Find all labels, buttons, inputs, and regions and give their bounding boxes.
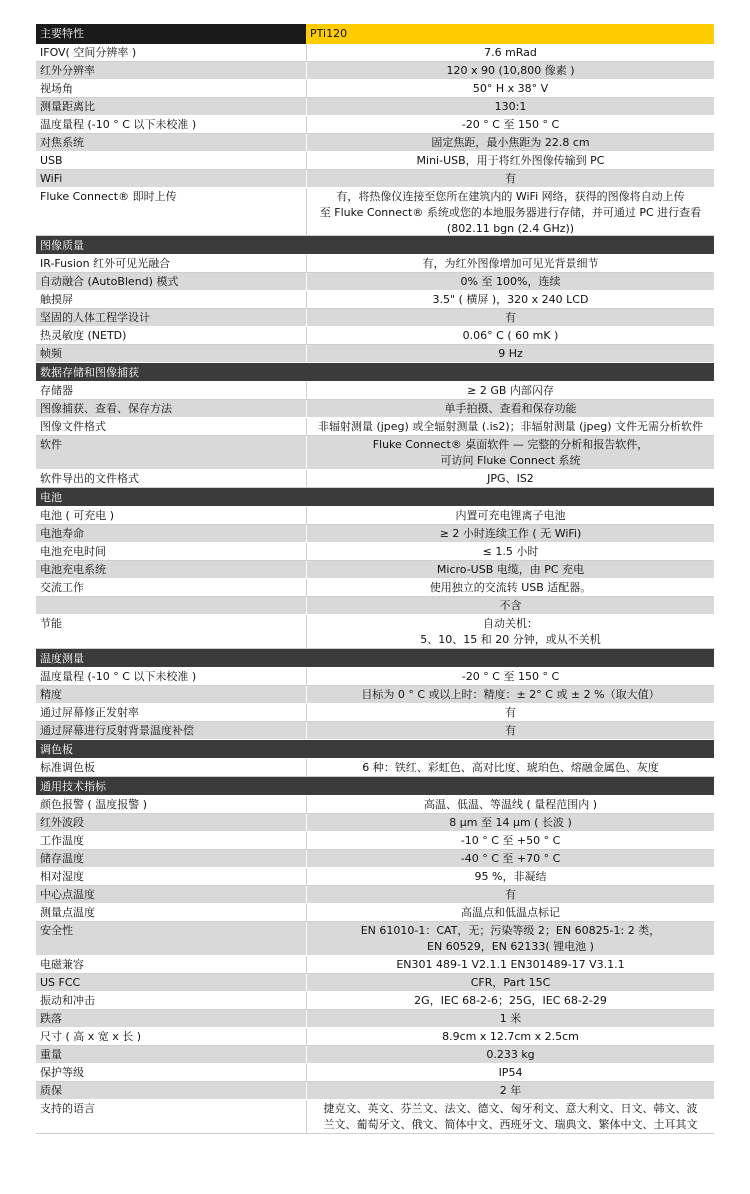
spec-value <box>306 309 714 326</box>
spec-row <box>36 832 714 850</box>
spec-value <box>306 868 714 885</box>
spec-value <box>306 291 714 308</box>
spec-row <box>36 400 714 418</box>
spec-value-line: Mini-USB，用于将红外图像传输到 PC <box>416 154 605 167</box>
spec-value <box>306 904 714 921</box>
spec-label: 支持的语言 <box>40 1102 95 1115</box>
spec-value-line: 50° H x 38° V <box>472 82 549 95</box>
spec-row <box>36 704 714 722</box>
spec-label: 颜色报警 ( 温度报警 ) <box>40 798 148 811</box>
spec-row <box>36 904 714 922</box>
spec-value <box>306 561 714 578</box>
spec-label: US FCC <box>40 976 81 989</box>
spec-row <box>36 327 714 345</box>
spec-label: IFOV( 空间分辨率 ) <box>40 46 137 59</box>
spec-value-line: 捷克文、英文、芬兰文、法文、德文、匈牙利文、意大利文、日文、韩文、波 <box>323 1102 698 1115</box>
spec-value <box>306 62 714 79</box>
spec-value-line: ≤ 1.5 小时 <box>482 545 539 558</box>
spec-value <box>306 1046 714 1063</box>
spec-label: 安全性 <box>40 924 73 937</box>
spec-row <box>36 850 714 868</box>
header-model: PTi120 <box>306 24 714 44</box>
spec-row <box>36 98 714 116</box>
spec-value-line: 内置可充电锂离子电池 <box>455 509 566 522</box>
spec-value-line: 有 <box>505 311 516 324</box>
spec-label: 图像捕获、查看、保存方法 <box>40 402 172 415</box>
spec-value-line: 非辐射测量 (jpeg) 或全辐射测量 (.is2)；非辐射测量 (jpeg) 文件无需分析软件 <box>317 420 704 433</box>
spec-value <box>306 327 714 344</box>
spec-value <box>306 273 714 290</box>
spec-label: 坚固的人体工程学设计 <box>40 311 150 324</box>
spec-label: 测量距离比 <box>40 100 95 113</box>
spec-label: 电池 ( 可充电 ) <box>40 509 115 522</box>
spec-label: 保护等级 <box>40 1066 84 1079</box>
spec-value-line: EN 61010-1：CAT，无；污染等级 2；EN 60825-1: 2 类， <box>360 924 661 937</box>
spec-value-line: 120 x 90 (10,800 像素 ) <box>446 64 575 77</box>
spec-value <box>306 80 714 97</box>
spec-row <box>36 922 714 956</box>
spec-label: 相对湿度 <box>40 870 84 883</box>
spec-label: 帧频 <box>40 347 62 360</box>
spec-row <box>36 309 714 327</box>
spec-label: 红外波段 <box>40 816 84 829</box>
spec-value <box>306 992 714 1009</box>
spec-value <box>306 615 714 648</box>
spec-value <box>306 1064 714 1081</box>
spec-value-line: 有 <box>505 706 516 719</box>
spec-label: 尺寸 ( 高 x 宽 x 长 ) <box>40 1030 142 1043</box>
spec-value <box>306 704 714 721</box>
spec-row <box>36 974 714 992</box>
spec-row <box>36 291 714 309</box>
spec-value-line: JPG、IS2 <box>487 472 534 485</box>
spec-value-line: 有，为红外图像增加可见光背景细节 <box>422 257 599 270</box>
spec-value <box>306 345 714 362</box>
spec-row <box>36 418 714 436</box>
spec-label: 电池充电系统 <box>40 563 106 576</box>
spec-label: 质保 <box>40 1084 62 1097</box>
spec-value-line: Fluke Connect® 桌面软件 — 完整的分析和报告软件， <box>372 438 649 451</box>
spec-row <box>36 470 714 488</box>
spec-value <box>306 134 714 151</box>
spec-value-line: 9 Hz <box>498 347 523 360</box>
spec-value-line: 8.9cm x 12.7cm x 2.5cm <box>442 1030 579 1043</box>
spec-value <box>306 507 714 524</box>
spec-value-line: Micro-USB 电缆，由 PC 充电 <box>436 563 585 576</box>
spec-row <box>36 759 714 777</box>
spec-value-line: 使用独立的交流转 USB 适配器。 <box>429 581 592 594</box>
spec-label: IR-Fusion 红外可见光融合 <box>40 257 171 270</box>
spec-value-line: 7.6 mRad <box>484 46 537 59</box>
spec-value <box>306 668 714 685</box>
spec-row <box>36 597 714 615</box>
spec-value <box>306 98 714 115</box>
spec-label: 温度量程 (-10 ° C 以下未校准 ) <box>40 118 197 131</box>
spec-header <box>36 24 714 44</box>
spec-label: 热灵敏度 (NETD) <box>40 329 127 342</box>
spec-row <box>36 255 714 273</box>
spec-value-line: 兰文、葡萄牙文、俄文、简体中文、西班牙文、瑞典文、繁体中文、土耳其文 <box>323 1118 698 1131</box>
spec-label: 交流工作 <box>40 581 84 594</box>
spec-value-line: 自动关机： <box>483 617 538 630</box>
spec-row <box>36 579 714 597</box>
section-heading: 图像质量 <box>36 236 714 255</box>
spec-row <box>36 956 714 974</box>
spec-label: 储存温度 <box>40 852 84 865</box>
spec-value <box>306 1082 714 1099</box>
spec-row <box>36 1028 714 1046</box>
spec-value <box>306 597 714 614</box>
spec-value-line: 有 <box>505 724 516 737</box>
spec-row <box>36 886 714 904</box>
spec-row <box>36 868 714 886</box>
spec-label: USB <box>40 154 63 167</box>
spec-value-line: ≥ 2 小时连续工作 ( 无 WiFi) <box>439 527 582 540</box>
spec-label: 自动融合 (AutoBlend) 模式 <box>40 275 179 288</box>
spec-value-line: 130:1 <box>494 100 527 113</box>
spec-value-line: 1 米 <box>499 1012 522 1025</box>
spec-value-line: 不含 <box>499 599 522 612</box>
spec-value <box>306 956 714 973</box>
spec-row <box>36 188 714 236</box>
spec-label: 中心点温度 <box>40 888 95 901</box>
spec-row <box>36 814 714 832</box>
spec-value <box>306 400 714 417</box>
spec-label: 电池寿命 <box>40 527 84 540</box>
spec-value-line: -20 ° C 至 150 ° C <box>461 118 560 131</box>
spec-value-line: 有，将热像仪连接至您所在建筑内的 WiFi 网络，获得的图像将自动上传 <box>336 190 685 203</box>
spec-value-line: 0.06° C ( 60 mK ) <box>462 329 559 342</box>
spec-row <box>36 152 714 170</box>
spec-row <box>36 668 714 686</box>
spec-value <box>306 152 714 169</box>
spec-row <box>36 170 714 188</box>
spec-value-line: 固定焦距，最小焦距为 22.8 cm <box>431 136 590 149</box>
spec-value-line: 3.5" ( 横屏 )，320 x 240 LCD <box>432 293 589 306</box>
spec-label: 视场角 <box>40 82 73 95</box>
spec-value <box>306 1010 714 1027</box>
spec-value-line: 高温、低温、等温线 ( 量程范围内 ) <box>423 798 598 811</box>
spec-row <box>36 992 714 1010</box>
spec-value-line: EN301 489-1 V2.1.1 EN301489-17 V3.1.1 <box>396 958 625 971</box>
spec-value-line: -40 ° C 至 +70 ° C <box>460 852 561 865</box>
spec-value <box>306 382 714 399</box>
spec-row <box>36 722 714 740</box>
spec-value <box>306 974 714 991</box>
spec-label: 电磁兼容 <box>40 958 84 971</box>
spec-row <box>36 44 714 62</box>
spec-value <box>306 255 714 272</box>
spec-row <box>36 507 714 525</box>
spec-label: 存储器 <box>40 384 73 397</box>
spec-value-line: 高温点和低温点标记 <box>461 906 560 919</box>
spec-label: 跌落 <box>40 1012 62 1025</box>
spec-value <box>306 886 714 903</box>
spec-row <box>36 1082 714 1100</box>
spec-label: 对焦系统 <box>40 136 84 149</box>
spec-value-line: 可访问 Fluke Connect 系统 <box>440 454 581 467</box>
spec-row <box>36 116 714 134</box>
spec-value-line: IP54 <box>498 1066 523 1079</box>
section-heading: 通用技术指标 <box>36 777 714 796</box>
spec-value <box>306 188 714 235</box>
spec-row <box>36 525 714 543</box>
spec-value-line: 有 <box>505 888 516 901</box>
spec-row <box>36 796 714 814</box>
spec-label: 精度 <box>40 688 62 701</box>
section-heading: 数据存储和图像捕获 <box>36 363 714 382</box>
spec-value-line: 6 种：铁红、彩虹色、高对比度、琥珀色、熔融金属色、灰度 <box>362 761 659 774</box>
spec-label: 通过屏幕修正发射率 <box>40 706 139 719</box>
spec-row <box>36 1010 714 1028</box>
spec-label: 软件 <box>40 438 62 451</box>
spec-label: 电池充电时间 <box>40 545 106 558</box>
spec-row <box>36 134 714 152</box>
spec-row <box>36 1100 714 1134</box>
spec-row <box>36 62 714 80</box>
spec-value <box>306 922 714 955</box>
section-heading: 调色板 <box>36 740 714 759</box>
spec-value <box>306 759 714 776</box>
spec-value-line: -10 ° C 至 +50 ° C <box>460 834 561 847</box>
spec-row <box>36 436 714 470</box>
spec-label: 振动和冲击 <box>40 994 95 1007</box>
spec-label: 温度量程 (-10 ° C 以下未校准 ) <box>40 670 197 683</box>
spec-row <box>36 686 714 704</box>
spec-row <box>36 615 714 649</box>
section-heading: 温度测量 <box>36 649 714 668</box>
spec-value-line: 95 %，非凝结 <box>474 870 547 883</box>
spec-value <box>306 44 714 61</box>
spec-row <box>36 80 714 98</box>
spec-value-line: 5、10、15 和 20 分钟，或从不关机 <box>420 633 601 646</box>
spec-label: 标准调色板 <box>40 761 95 774</box>
spec-value <box>306 170 714 187</box>
spec-row <box>36 345 714 363</box>
spec-value-line: 0% 至 100%，连续 <box>460 275 561 288</box>
spec-row <box>36 1046 714 1064</box>
spec-value <box>306 832 714 849</box>
spec-row <box>36 543 714 561</box>
spec-row <box>36 273 714 291</box>
spec-value <box>306 796 714 813</box>
spec-value-line: 至 Fluke Connect® 系统或您的本地服务器进行存储，并可通过 PC 进行查看 <box>319 206 702 219</box>
spec-value <box>306 418 714 435</box>
spec-value-line: 2 年 <box>499 1084 522 1097</box>
spec-value-line: 2G，IEC 68-2-6；25G，IEC 68-2-29 <box>414 994 607 1007</box>
spec-value <box>306 850 714 867</box>
spec-value <box>306 525 714 542</box>
spec-label <box>36 597 306 614</box>
spec-value <box>306 579 714 596</box>
spec-value <box>306 722 714 739</box>
spec-value <box>306 116 714 133</box>
header-label: 主要特性 <box>36 24 306 44</box>
spec-value-line: 8 µm 至 14 µm ( 长波 ) <box>449 816 572 829</box>
spec-label: Fluke Connect® 即时上传 <box>40 190 177 203</box>
spec-value <box>306 470 714 487</box>
spec-row <box>36 382 714 400</box>
spec-table-body <box>36 44 714 1134</box>
spec-label: 工作温度 <box>40 834 84 847</box>
section-heading: 电池 <box>36 488 714 507</box>
spec-label: 红外分辨率 <box>40 64 95 77</box>
spec-label: 通过屏幕进行反射背景温度补偿 <box>40 724 194 737</box>
spec-value <box>306 1028 714 1045</box>
spec-value-line: -20 ° C 至 150 ° C <box>461 670 560 683</box>
spec-value-line: 0.233 kg <box>486 1048 535 1061</box>
spec-sheet <box>36 24 714 1134</box>
spec-value <box>306 436 714 469</box>
spec-label: 软件导出的文件格式 <box>40 472 139 485</box>
spec-value-line: 目标为 0 ° C 或以上时：精度：± 2° C 或 ± 2 %（取大值） <box>361 688 660 701</box>
spec-label: 重量 <box>40 1048 62 1061</box>
spec-row <box>36 1064 714 1082</box>
spec-value-line: ≥ 2 GB 内部闪存 <box>467 384 554 397</box>
spec-value-line: 单手拍摄、查看和保存功能 <box>444 402 577 415</box>
spec-label: 节能 <box>40 617 62 630</box>
spec-value-line: (802.11 bgn (2.4 GHz)) <box>446 222 575 235</box>
spec-value <box>306 686 714 703</box>
spec-label: 触摸屏 <box>40 293 73 306</box>
spec-value <box>306 1100 714 1133</box>
spec-label: WiFi <box>40 172 63 185</box>
spec-value <box>306 814 714 831</box>
spec-value-line: EN 60529，EN 62133( 锂电池 ) <box>427 940 594 953</box>
spec-row <box>36 561 714 579</box>
spec-label: 测量点温度 <box>40 906 95 919</box>
spec-label: 图像文件格式 <box>40 420 106 433</box>
spec-value-line: CFR，Part 15C <box>470 976 551 989</box>
spec-value <box>306 543 714 560</box>
spec-value-line: 有 <box>505 172 516 185</box>
